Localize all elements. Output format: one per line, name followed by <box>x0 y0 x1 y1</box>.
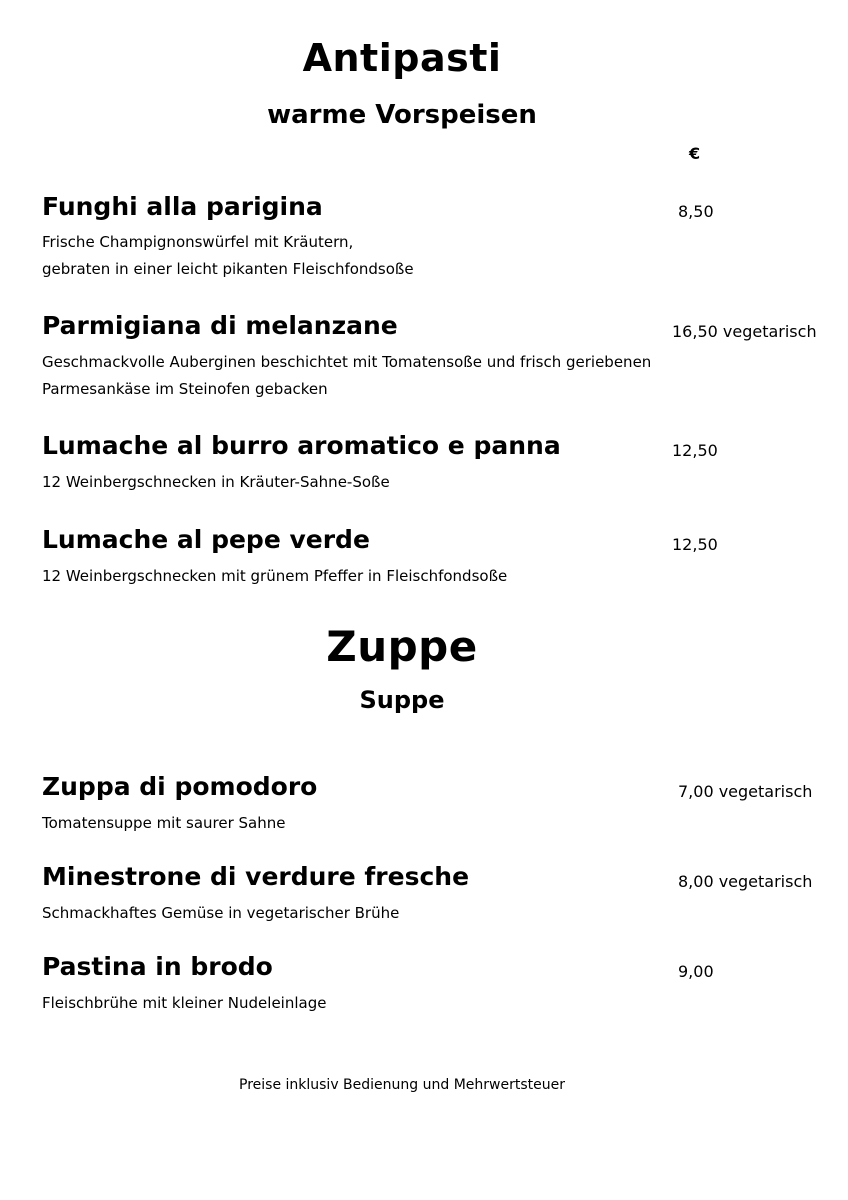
dish-description: 12 Weinbergschnecken in Kräuter-Sahne-Soße <box>42 473 390 491</box>
dish-description: Fleischbrühe mit kleiner Nudeleinlage <box>42 994 327 1012</box>
dish-description: gebraten in einer leicht pikanten Fleischfondsoße <box>42 260 414 278</box>
dish-price: 16,50 vegetarisch <box>672 322 817 341</box>
dish-price: 9,00 <box>678 962 714 981</box>
dish-description: Geschmackvolle Auberginen beschichtet mit Tomatensoße und frisch geriebenen <box>42 353 652 371</box>
section-subtitle-antipasti: warme Vorspeisen <box>267 100 537 130</box>
dish-description: Schmackhaftes Gemüse in vegetarischer Brühe <box>42 904 400 922</box>
dish-name: Lumache al pepe verde <box>42 525 370 554</box>
dish-price: 12,50 <box>672 535 718 554</box>
dish-name: Minestrone di verdure fresche <box>42 862 470 891</box>
currency-header: € <box>689 144 701 163</box>
dish-price: 7,00 vegetarisch <box>678 782 813 801</box>
section-title-zuppe: Zuppe <box>326 622 478 671</box>
section-title-antipasti: Antipasti <box>302 36 502 80</box>
dish-description: Frische Champignonswürfel mit Kräutern, <box>42 233 354 251</box>
dish-name: Funghi alla parigina <box>42 192 323 221</box>
dish-name: Parmigiana di melanzane <box>42 311 398 340</box>
section-subtitle-zuppe: Suppe <box>359 686 445 714</box>
dish-name: Lumache al burro aromatico e panna <box>42 431 561 460</box>
footer-note: Preise inklusiv Bedienung und Mehrwertsteuer <box>239 1077 565 1093</box>
dish-price: 8,00 vegetarisch <box>678 872 813 891</box>
dish-name: Zuppa di pomodoro <box>42 772 318 801</box>
dish-price: 12,50 <box>672 441 718 460</box>
dish-price: 8,50 <box>678 202 714 221</box>
dish-description: 12 Weinbergschnecken mit grünem Pfeffer in Fleischfondsoße <box>42 567 508 585</box>
dish-description: Tomatensuppe mit saurer Sahne <box>42 814 286 832</box>
dish-description: Parmesankäse im Steinofen gebacken <box>42 380 328 398</box>
dish-name: Pastina in brodo <box>42 952 273 981</box>
